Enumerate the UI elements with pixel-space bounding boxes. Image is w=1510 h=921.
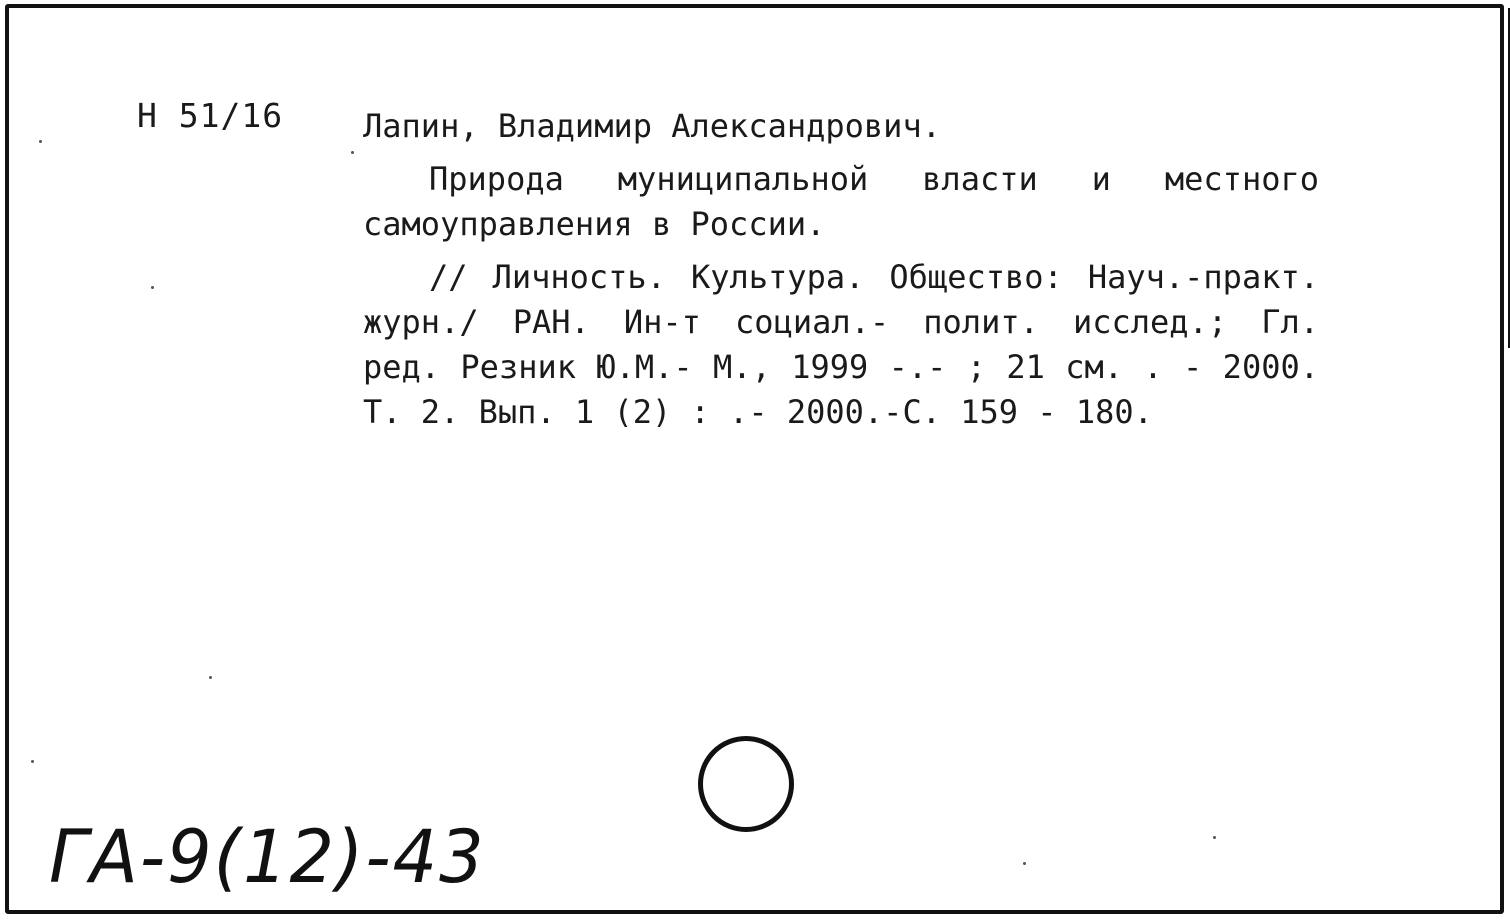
handwritten-shelf-mark: ГА-9(12)-43 — [49, 813, 486, 901]
punch-hole — [698, 736, 794, 832]
source-description: // Личность. Культура. Общество: Науч.-практ. журн./ РАН. Ин-т социал.- полит. исслед.; Гл. ред. Резник Ю.М.- М., 1999 -.- ; 21 см. . - 2000. Т. 2. Вып. 1 (2) : .- 2000.-С. 159 - 180. — [363, 258, 1319, 431]
scan-speck — [1023, 862, 1026, 865]
scan-speck — [39, 140, 42, 143]
author-heading: Лапин, Владимир Александрович. — [363, 107, 941, 145]
call-number: Н 51/16 — [137, 96, 284, 135]
catalog-card — [5, 4, 1504, 914]
bibliographic-entry — [363, 104, 1319, 435]
scan-speck — [31, 760, 34, 763]
scan-speck — [209, 676, 212, 679]
article-title: Природа муниципальной власти и местного самоуправления в России. — [363, 160, 1319, 243]
scan-speck — [151, 286, 154, 289]
scan-speck — [351, 151, 354, 154]
scan-speck — [1213, 836, 1216, 839]
